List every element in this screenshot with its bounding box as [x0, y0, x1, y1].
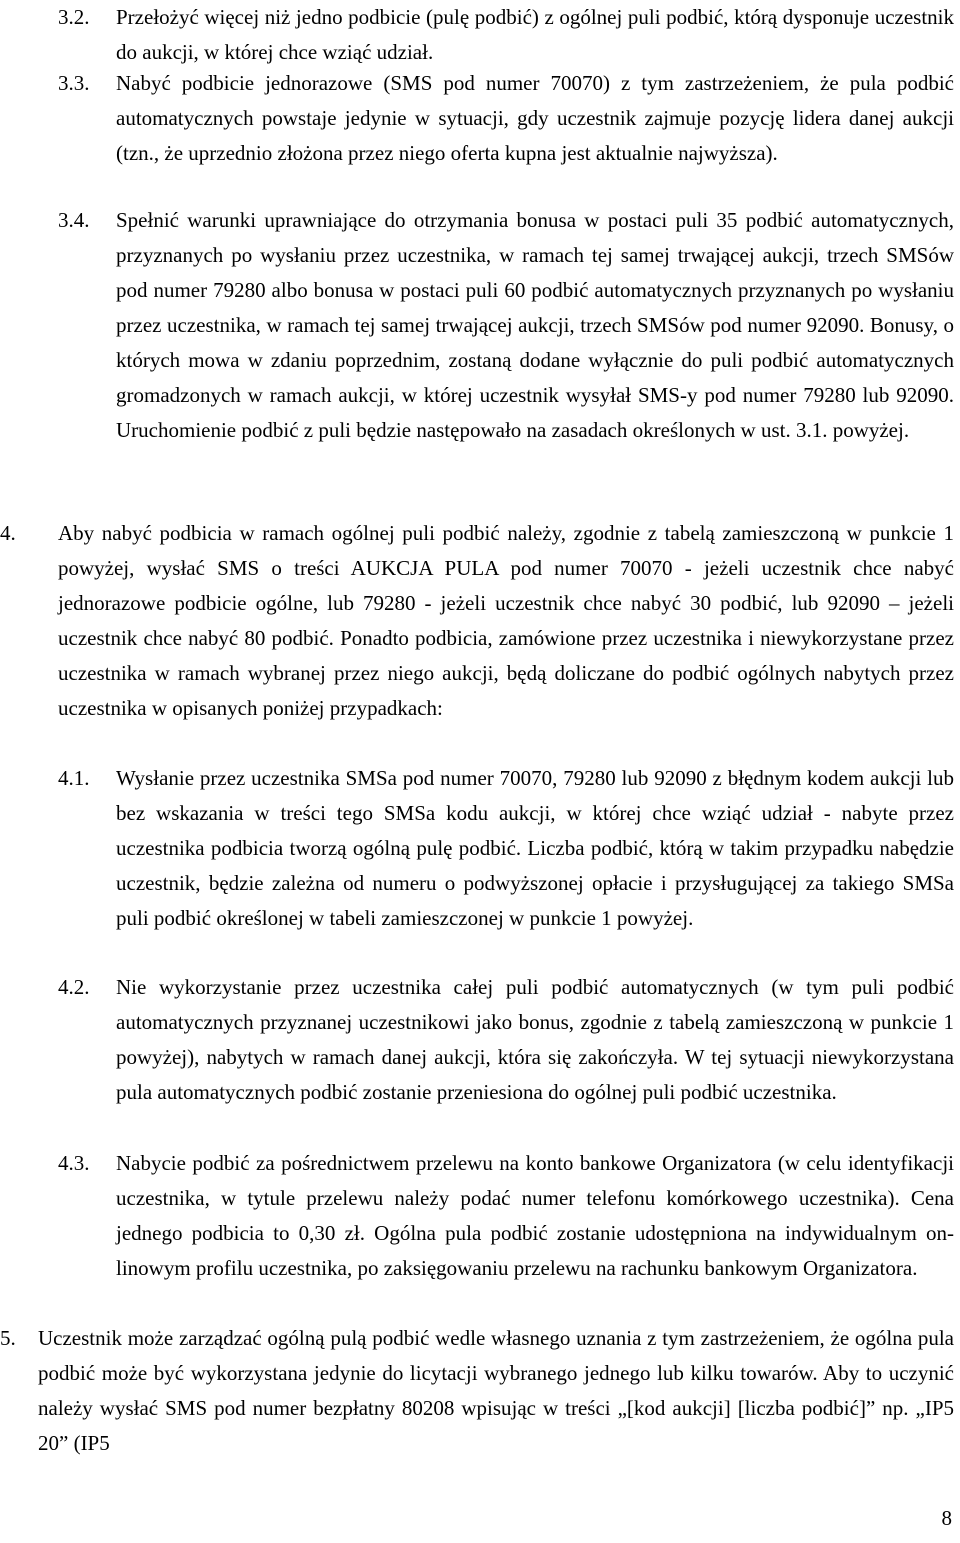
item-number: 4.1.	[58, 766, 90, 790]
item-5-text	[38, 1321, 954, 1461]
item-number: 3.3.	[58, 71, 90, 95]
item-3-4-text	[116, 203, 954, 448]
paragraph: Spełnić warunki uprawniające do otrzymania bonusa w postaci puli 35 podbić automatycznych, przyznanych po wysłaniu przez uczestnika, w ramach tej samej trwającej aukcji, trzech SMSów pod numer 79280 albo bonusa w postaci puli 60 podbić automatycznych przyznanych po wysłaniu przez uczestnika, w ramach tej samej trwającej aukcji, trzech SMSów pod numer 92090. Bonusy, o których mowa w zdaniu poprzednim, zostaną dodane wyłącznie do puli podbić automatycznych gromadzonych w ramach aukcji, w której uczestnik wysyłał SMS-y pod numer 79280 lub 92090. Uruchomienie podbić z puli będzie następowało na zasadach określonych w ust. 3.1. powyżej.	[116, 208, 954, 442]
item-number: 3.2.	[58, 5, 90, 29]
item-number: 3.4.	[58, 208, 90, 232]
item-4-3-text	[116, 1146, 954, 1286]
item-number: 4.2.	[58, 975, 90, 999]
paragraph: Nabyć podbicie jednorazowe (SMS pod numer 70070) z tym zastrzeżeniem, że pula podbić automatycznych powstaje jedynie w sytuacji, gdy uczestnik zajmuje pozycję lidera danej aukcji (tzn., że uprzednio złożona przez niego oferta kupna jest aktualnie najwyższa).	[116, 71, 954, 165]
item-number: 5.	[0, 1326, 16, 1350]
page-number: 8	[941, 1506, 952, 1530]
paragraph: Wysłanie przez uczestnika SMSa pod numer 70070, 79280 lub 92090 z błędnym kodem aukcji lub bez wskazania w treści tego SMSa kodu aukcji, w której chce wziąć udział - nabyte przez uczestnika podbicia tworzą ogólną pulę podbić. Liczba podbić, którą w takim przypadku nabędzie uczestnik, będzie zależna od numeru o podwyższonej opłacie i przysługującej za takiego SMSa puli podbić określonej w tabeli zamieszczonej w punkcie 1 powyżej.	[116, 766, 954, 930]
paragraph: Uczestnik może zarządzać ogólną pulą podbić wedle własnego uznania z tym zastrzeżeniem, że ogólna pula podbić może być wykorzystana jedynie do licytacji wybranego jednego lub kilku towarów. Aby to uczynić należy wysłać SMS pod numer bezpłatny 80208 wpisując w treści „[kod aukcji] [liczba podbić]” np. „IP5 20” (IP5	[38, 1326, 954, 1455]
item-4-1-text	[116, 761, 954, 936]
item-3-2-text	[116, 0, 954, 70]
item-3-3-text	[116, 66, 954, 171]
paragraph: Aby nabyć podbicia w ramach ogólnej puli podbić należy, zgodnie z tabelą zamieszczoną w punkcie 1 powyżej, wysłać SMS o treści AUKCJA PULA pod numer 70070 - jeżeli uczestnik chce nabyć jednorazowe podbicie ogólne, lub 79280 - jeżeli uczestnik chce nabyć 30 podbić, lub 92090 – jeżeli uczestnik chce nabyć 80 podbić. Ponadto podbicia, zamówione przez uczestnika i niewykorzystane przez uczestnika w ramach wybranej przez niego aukcji, będą doliczane do podbić ogólnych nabytych przez uczestnika w opisanych poniżej przypadkach:	[58, 521, 954, 720]
item-number: 4.	[0, 521, 16, 545]
paragraph: Nie wykorzystanie przez uczestnika całej puli podbić automatycznych (w tym puli podbić automatycznych przyznanej uczestnikowi jako bonus, zgodnie z tabelą zamieszczoną w punkcie 1 powyżej), nabytych w ramach danej aukcji, która się zakończyła. W tej sytuacji niewykorzystana pula automatycznych podbić zostanie przeniesiona do ogólnej puli podbić uczestnika.	[116, 975, 954, 1104]
item-number: 4.3.	[58, 1151, 90, 1175]
paragraph: Nabycie podbić za pośrednictwem przelewu na konto bankowe Organizatora (w celu identyfikacji uczestnika, w tytule przelewu należy podać numer telefonu komórkowego uczestnika). Cena jednego podbicia to 0,30 zł. Ogólna pula podbić zostanie udostępniona na indywidualnym on-linowym profilu uczestnika, po zaksięgowaniu przelewu na rachunku bankowym Organizatora.	[116, 1151, 954, 1280]
paragraph: Przełożyć więcej niż jedno podbicie (pulę podbić) z ogólnej puli podbić, którą dysponuje uczestnik do aukcji, w której chce wziąć udział.	[116, 5, 954, 64]
item-4-text	[58, 516, 954, 726]
item-4-2-text	[116, 970, 954, 1110]
